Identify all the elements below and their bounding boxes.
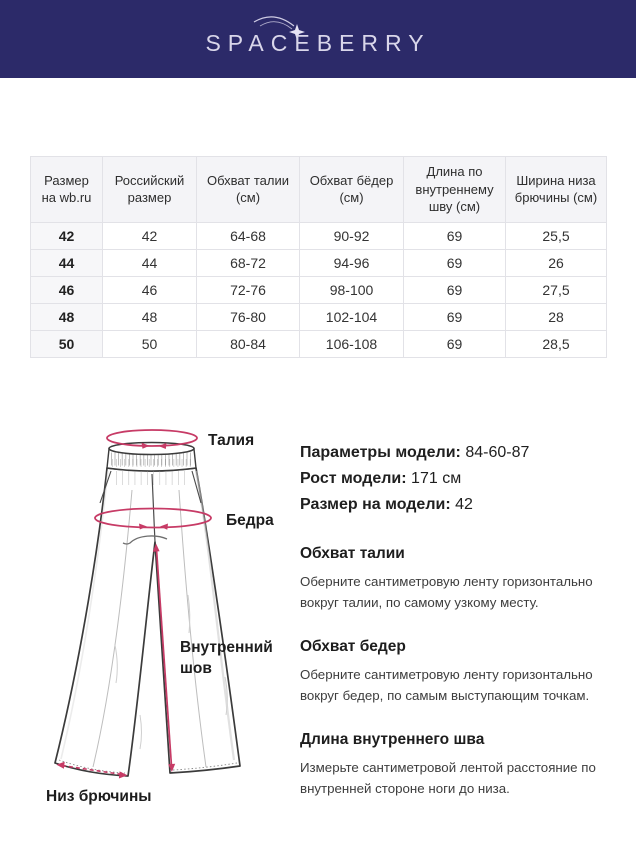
waist-label: Талия <box>208 432 255 449</box>
cell-value: 80-84 <box>197 330 300 357</box>
model-info-line <box>300 495 610 514</box>
model-info <box>300 443 610 521</box>
measure-guide-text: Оберните сантиметровую ленту горизонтально вокруг талии, по самому узкому месту. <box>300 574 593 610</box>
cell-wb-size: 50 <box>31 330 103 357</box>
model-info-label: Рост модели: <box>300 470 407 487</box>
size-table-body <box>31 222 607 357</box>
cell-value: 28 <box>506 303 607 330</box>
model-info-label: Размер на модели: <box>300 496 451 513</box>
cell-value: 106-108 <box>300 330 404 357</box>
column-header: Обхват бёдер (см) <box>300 157 404 223</box>
cell-value: 48 <box>103 303 197 330</box>
measure-guide-section <box>300 731 606 799</box>
cell-value: 46 <box>103 276 197 303</box>
measure-guide-text: Измерьте сантиметровой лентой расстояние по внутренней стороне ноги до низа. <box>300 760 596 796</box>
cell-wb-size: 44 <box>31 249 103 276</box>
measure-guide-section <box>300 638 606 706</box>
cell-value: 68-72 <box>197 249 300 276</box>
size-table-row <box>31 303 607 330</box>
hips-label: Бедра <box>226 512 274 529</box>
cell-value: 102-104 <box>300 303 404 330</box>
cell-value: 64-68 <box>197 222 300 249</box>
cell-wb-size: 46 <box>31 276 103 303</box>
cell-value: 42 <box>103 222 197 249</box>
measure-guide-text: Оберните сантиметровую ленту горизонтально вокруг бедер, по самым выступающим точкам. <box>300 667 593 703</box>
cell-value: 69 <box>404 276 506 303</box>
measure-guide <box>300 545 606 824</box>
model-info-value: 84-60-87 <box>465 444 530 461</box>
brand-logo: SPACEBERRY <box>205 30 431 56</box>
column-header: Размер на wb.ru <box>31 157 103 223</box>
size-table-header-row <box>31 157 607 223</box>
cell-value: 72-76 <box>197 276 300 303</box>
cell-value: 69 <box>404 249 506 276</box>
size-table-row <box>31 222 607 249</box>
measure-guide-section <box>300 545 606 613</box>
cell-value: 76-80 <box>197 303 300 330</box>
cell-wb-size: 42 <box>31 222 103 249</box>
cell-value: 94-96 <box>300 249 404 276</box>
size-table <box>30 156 607 358</box>
column-header: Обхват талии (см) <box>197 157 300 223</box>
cell-value: 44 <box>103 249 197 276</box>
cell-value: 26 <box>506 249 607 276</box>
column-header: Ширина низа брючины (см) <box>506 157 607 223</box>
column-header: Российский размер <box>103 157 197 223</box>
model-info-line <box>300 469 610 488</box>
hem-label: Низ брючины <box>46 788 152 805</box>
measure-guide-title: Длина внутреннего шва <box>300 731 485 748</box>
size-table-row <box>31 249 607 276</box>
cell-value: 50 <box>103 330 197 357</box>
cell-value: 69 <box>404 222 506 249</box>
cell-value: 25,5 <box>506 222 607 249</box>
size-table-row <box>31 330 607 357</box>
measure-guide-title: Обхват талии <box>300 545 405 562</box>
model-info-value: 171 см <box>411 470 462 487</box>
measure-guide-title: Обхват бедер <box>300 638 406 655</box>
cell-value: 27,5 <box>506 276 607 303</box>
cell-wb-size: 48 <box>31 303 103 330</box>
column-header: Длина по внутреннему шву (см) <box>404 157 506 223</box>
size-table-row <box>31 276 607 303</box>
model-info-value: 42 <box>455 496 473 513</box>
cell-value: 28,5 <box>506 330 607 357</box>
cell-value: 69 <box>404 303 506 330</box>
cell-value: 98-100 <box>300 276 404 303</box>
brand-header-bar <box>0 0 636 78</box>
inseam-label: Внутренний шов <box>180 639 273 677</box>
cell-value: 69 <box>404 330 506 357</box>
cell-value: 90-92 <box>300 222 404 249</box>
model-info-label: Параметры модели: <box>300 444 461 461</box>
trousers-diagram <box>20 415 290 800</box>
model-info-line <box>300 443 610 462</box>
